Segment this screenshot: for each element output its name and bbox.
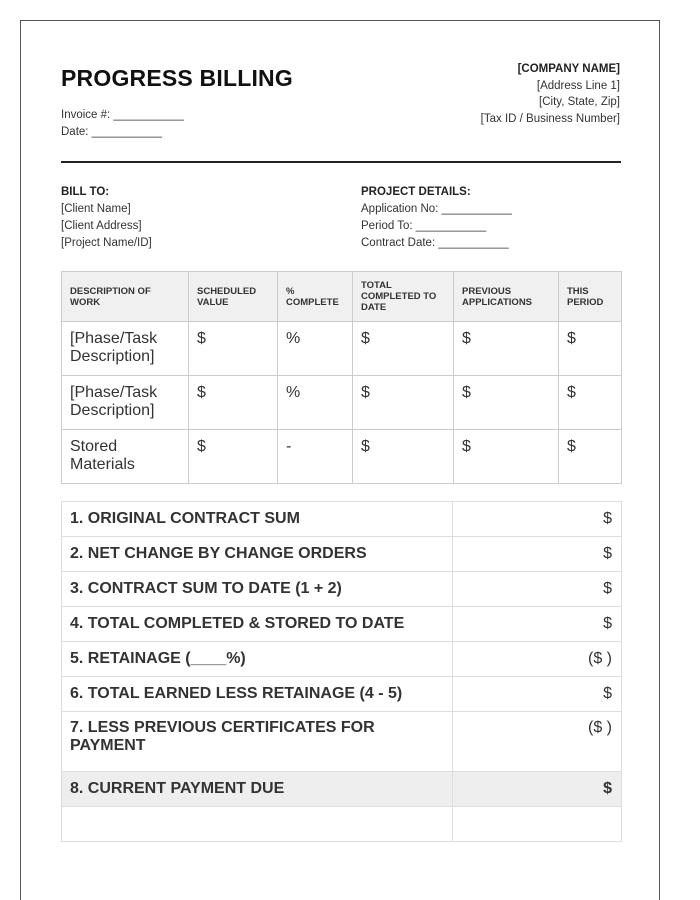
column-header: TOTAL COMPLETED TO DATE bbox=[353, 272, 454, 322]
table-cell: $ bbox=[454, 430, 559, 484]
company-address: [Address Line 1] bbox=[536, 79, 620, 92]
summary-label: 7. LESS PREVIOUS CERTIFICATES FOR PAYMENT bbox=[62, 712, 453, 772]
summary-empty-cell bbox=[453, 807, 622, 842]
summary-label: 5. RETAINAGE (____%) bbox=[62, 642, 453, 677]
table-cell: $ bbox=[454, 322, 559, 376]
summary-row-empty bbox=[62, 807, 622, 842]
summary-value: $ bbox=[453, 502, 622, 537]
summary-label: 1. ORIGINAL CONTRACT SUM bbox=[62, 502, 453, 537]
summary-value: $ bbox=[453, 677, 622, 712]
table-cell: $ bbox=[353, 322, 454, 376]
table-cell: $ bbox=[189, 376, 278, 430]
work-items-table bbox=[61, 271, 622, 484]
column-header: SCHEDULED VALUE bbox=[189, 272, 278, 322]
summary-label: 3. CONTRACT SUM TO DATE (1 + 2) bbox=[62, 572, 453, 607]
company-city: [City, State, Zip] bbox=[539, 96, 620, 108]
summary-label: 8. CURRENT PAYMENT DUE bbox=[62, 772, 453, 807]
table-cell: - bbox=[278, 430, 353, 484]
summary-row bbox=[62, 712, 622, 772]
summary-value: ($ ) bbox=[453, 642, 622, 677]
summary-value: $ bbox=[453, 607, 622, 642]
table-cell: $ bbox=[559, 322, 622, 376]
table-cell: Stored Materials bbox=[62, 430, 189, 484]
table-cell: $ bbox=[559, 430, 622, 484]
document-title: PROGRESS BILLING bbox=[61, 65, 293, 91]
project-name: [Project Name/ID] bbox=[61, 237, 152, 249]
table-cell: $ bbox=[189, 322, 278, 376]
bill-to-heading: BILL TO: bbox=[61, 186, 110, 198]
client-address: [Client Address] bbox=[61, 220, 142, 232]
table-cell: % bbox=[278, 322, 353, 376]
table-cell: $ bbox=[353, 430, 454, 484]
summary-label: 6. TOTAL EARNED LESS RETAINAGE (4 - 5) bbox=[62, 677, 453, 712]
table-cell: $ bbox=[559, 376, 622, 430]
contract-date-field: Contract Date: ___________ bbox=[361, 237, 509, 249]
table-cell: $ bbox=[353, 376, 454, 430]
column-header: THIS PERIOD bbox=[559, 272, 622, 322]
summary-label: 4. TOTAL COMPLETED & STORED TO DATE bbox=[62, 607, 453, 642]
column-header: DESCRIPTION OF WORK bbox=[62, 272, 189, 322]
invoice-meta bbox=[61, 107, 184, 140]
summary-row bbox=[62, 607, 622, 642]
header-divider bbox=[61, 161, 621, 163]
column-header: % COMPLETE bbox=[278, 272, 353, 322]
summary-label: 2. NET CHANGE BY CHANGE ORDERS bbox=[62, 537, 453, 572]
period-to-field: Period To: ___________ bbox=[361, 220, 487, 232]
invoice-sheet bbox=[20, 20, 660, 900]
company-block bbox=[481, 61, 620, 127]
summary-table bbox=[61, 501, 622, 842]
table-cell: $ bbox=[454, 376, 559, 430]
table-cell: $ bbox=[189, 430, 278, 484]
table-cell: % bbox=[278, 376, 353, 430]
summary-empty-cell bbox=[62, 807, 453, 842]
summary-row bbox=[62, 572, 622, 607]
summary-value: $ bbox=[453, 537, 622, 572]
project-details-block bbox=[361, 184, 512, 252]
table-row bbox=[62, 430, 622, 484]
summary-value: $ bbox=[453, 772, 622, 807]
current-payment-due-row bbox=[62, 772, 622, 807]
company-name: [COMPANY NAME] bbox=[517, 63, 620, 75]
table-row bbox=[62, 322, 622, 376]
summary-row bbox=[62, 642, 622, 677]
column-header: PREVIOUS APPLICATIONS bbox=[454, 272, 559, 322]
table-cell: [Phase/Task Description] bbox=[62, 376, 189, 430]
summary-row bbox=[62, 537, 622, 572]
bill-to-block bbox=[61, 184, 152, 252]
summary-row bbox=[62, 502, 622, 537]
summary-row bbox=[62, 677, 622, 712]
table-cell: [Phase/Task Description] bbox=[62, 322, 189, 376]
table-header-row bbox=[62, 272, 622, 322]
summary-value: ($ ) bbox=[453, 712, 622, 772]
application-number-field: Application No: ___________ bbox=[361, 203, 512, 215]
table-row bbox=[62, 376, 622, 430]
invoice-date-field: Date: ___________ bbox=[61, 125, 163, 138]
client-name: [Client Name] bbox=[61, 203, 131, 215]
invoice-number-field: Invoice #: ___________ bbox=[61, 109, 184, 121]
company-tax-id: [Tax ID / Business Number] bbox=[480, 112, 620, 125]
summary-value: $ bbox=[453, 572, 622, 607]
project-details-heading: PROJECT DETAILS: bbox=[361, 186, 471, 198]
